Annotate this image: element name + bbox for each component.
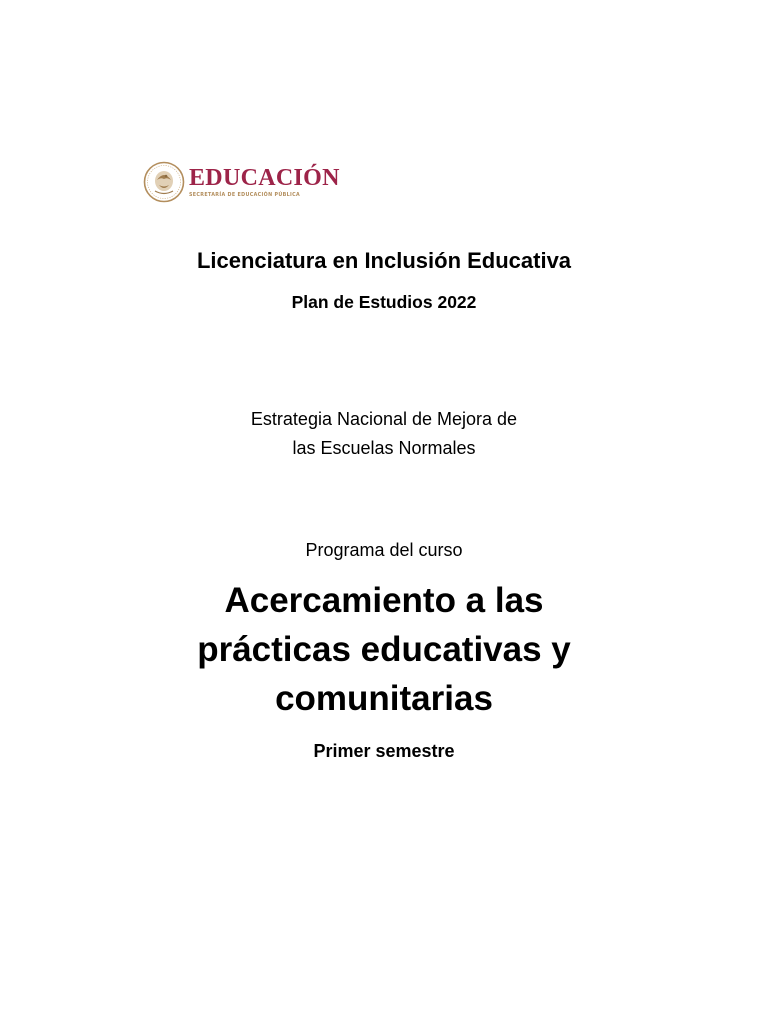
- program-label: Programa del curso: [305, 540, 463, 560]
- course-title-line-1: Acercamiento a las: [224, 581, 544, 620]
- study-plan: Plan de Estudios 2022: [291, 292, 477, 312]
- course-title: [0, 576, 768, 723]
- logo-subtitle: SECRETARÍA DE EDUCACIÓN PÚBLICA: [189, 192, 301, 198]
- semester: Primer semestre: [313, 741, 455, 761]
- strategy-line-2: las Escuelas Normales: [292, 438, 476, 458]
- degree-title: Licenciatura en Inclusión Educativa: [196, 248, 572, 273]
- mexican-coat-of-arms-icon: [143, 161, 185, 203]
- strategy-line-1: Estrategia Nacional de Mejora de: [250, 409, 518, 429]
- course-title-line-3: comunitarias: [275, 679, 493, 718]
- sep-logo: [143, 153, 361, 211]
- course-title-line-2: prácticas educativas y: [197, 630, 571, 669]
- national-strategy: [0, 405, 768, 463]
- logo-title: EDUCACIÓN: [189, 164, 340, 191]
